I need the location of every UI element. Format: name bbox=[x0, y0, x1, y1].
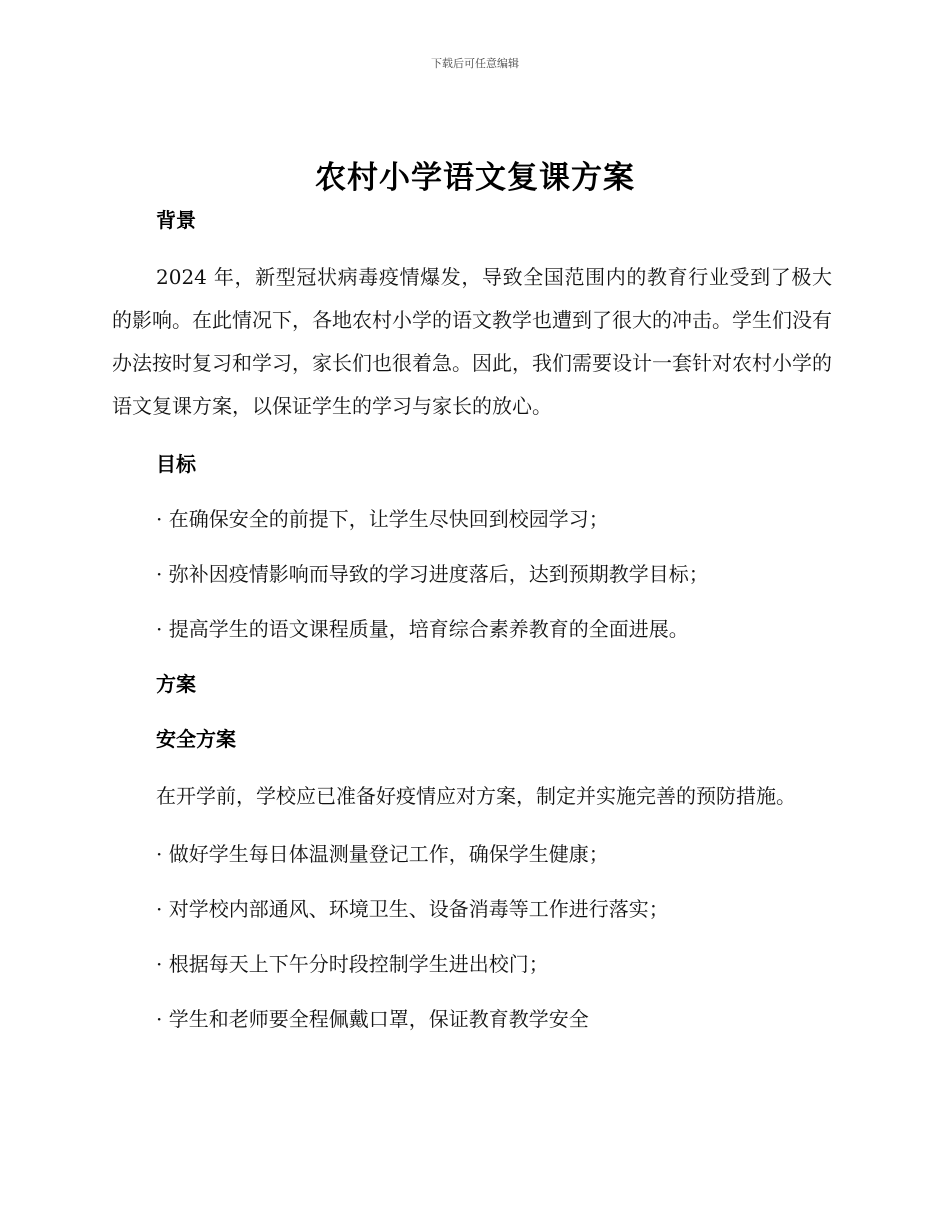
document-body bbox=[112, 204, 832, 1035]
page-header-note: 下载后可任意编辑 bbox=[431, 57, 519, 70]
section-heading-background: 背景 bbox=[156, 208, 196, 232]
safety-paragraph: 在开学前，学校应已准备好疫情应对方案，制定并实施完善的预防措施。 bbox=[156, 784, 796, 808]
goal-item: · 提高学生的语文课程质量，培育综合素养教育的全面进展。 bbox=[156, 617, 689, 641]
safety-item: · 做好学生每日体温测量登记工作，确保学生健康； bbox=[156, 842, 609, 866]
background-paragraph: 2024 年，新型冠状病毒疫情爆发，导致全国范围内的教育行业受到了极大的影响。在此情况下，各地农村小学的语文教学也遭到了很大的冲击。学生们没有办法按时复习和学习，家长们也很着急。因此，我们需要设计一套针对农村小学的语文复课方案，以保证学生的学习与家长的放心。 bbox=[112, 265, 832, 418]
document-title: 农村小学语文复课方案 bbox=[315, 160, 635, 196]
section-heading-goals: 目标 bbox=[156, 452, 196, 476]
section-heading-plan: 方案 bbox=[156, 672, 196, 696]
goal-item: · 在确保安全的前提下，让学生尽快回到校园学习； bbox=[156, 507, 609, 531]
safety-item: · 根据每天上下午分时段控制学生进出校门； bbox=[156, 952, 549, 976]
safety-item: · 对学校内部通风、环境卫生、设备消毒等工作进行落实； bbox=[156, 897, 669, 921]
goal-item: · 弥补因疫情影响而导致的学习进度落后，达到预期教学目标； bbox=[156, 562, 709, 586]
safety-item: · 学生和老师要全程佩戴口罩，保证教育教学安全 bbox=[156, 1007, 589, 1031]
section-heading-safety: 安全方案 bbox=[156, 727, 236, 751]
